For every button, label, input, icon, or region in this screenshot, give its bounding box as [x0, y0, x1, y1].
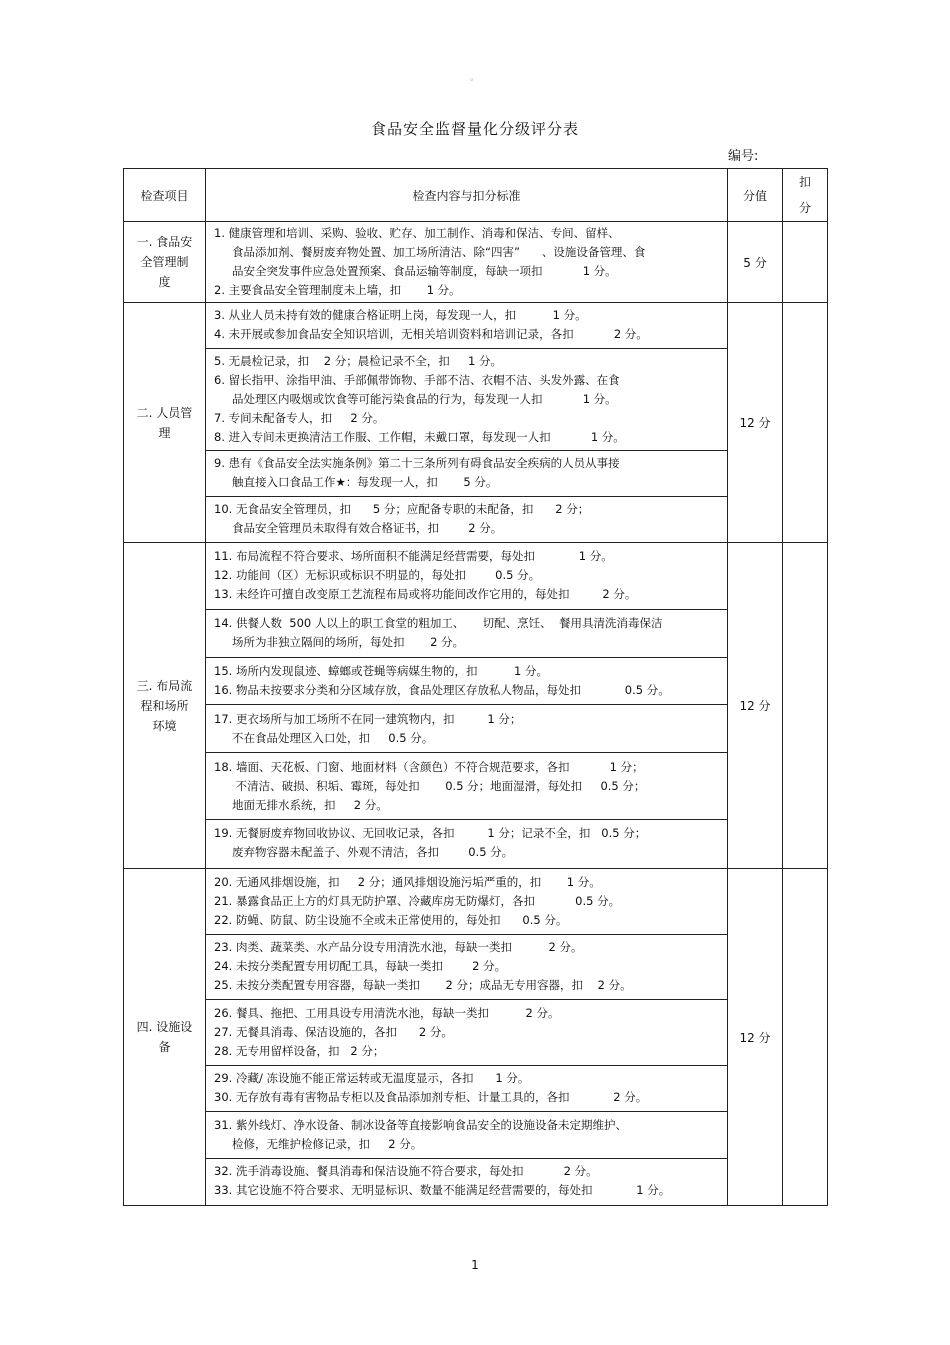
criteria-line: 品安全突发事件应急处置预案、食品运输等制度，每缺一项扣 1 分。: [232, 264, 617, 278]
criteria-group: [206, 609, 727, 657]
criteria-line: 32. 洗手消毒设施、餐具消毒和保洁设施不符合要求，每处扣 2 分。: [214, 1164, 598, 1179]
criteria-line: 品处理区内吸烟或饮食等可能污染食品的行为，每发现一人扣 1 分。: [232, 391, 617, 406]
criteria-line: 9. 患有《食品安全法实施条例》第二十三条所列有碍食品安全疾病的人员从事接: [214, 456, 620, 471]
criteria-line: 17. 更衣场所与加工场所不在同一建筑物内，扣 1 分；: [214, 711, 522, 726]
criteria-line: 12. 功能间（区）无标识或标识不明显的，每处扣 0.5 分。: [214, 568, 541, 583]
criteria-line: 18. 墙面、天花板、门窗、地面材料（含颜色）不符合规范要求，各扣 1 分；: [214, 759, 644, 774]
criteria-group: [206, 819, 727, 867]
section-criteria: [206, 303, 728, 543]
criteria-group: [206, 999, 727, 1065]
section-name-line: 理: [158, 425, 171, 440]
criteria-group: [206, 496, 727, 542]
criteria-line: 食品安全管理员未取得有效合格证书，扣 2 分。: [232, 520, 503, 535]
criteria-group: [206, 543, 727, 609]
criteria-line: 24. 未按分类配置专用切配工具，每缺一类扣 2 分。: [214, 959, 507, 974]
section-row: [124, 543, 828, 869]
criteria-line: 26. 餐具、拖把、工用具设专用清洗水池，每缺一类扣 2 分。: [214, 1005, 560, 1020]
section-score: 12 分: [728, 543, 783, 869]
section-name: [124, 303, 206, 543]
criteria-line: 33. 其它设施不符合要求、无明显标识、数量不能满足经营需要的，每处扣 1 分。: [214, 1183, 671, 1198]
section-name-line: 二. 人员管: [136, 405, 193, 420]
criteria-line: 19. 无餐厨废弃物回收协议、无回收记录，各扣 1 分；记录不全，扣 0.5 分；: [214, 826, 647, 841]
criteria-group: [206, 222, 727, 302]
criteria-line: 6. 留长指甲、涂指甲油、手部佩带饰物、手部不洁、衣帽不洁、头发外露、在食: [214, 372, 620, 387]
section-name: [124, 869, 206, 1206]
criteria-line: 16. 物品未按要求分类和分区域存放，食品处理区存放私人物品，每处扣 0.5 分。: [214, 683, 670, 698]
criteria-line: 23. 肉类、蔬菜类、水产品分设专用清洗水池，每缺一类扣 2 分。: [214, 940, 583, 955]
serial-number-label: 编号:: [728, 149, 759, 164]
section-name-line: 四. 设施设: [136, 1020, 193, 1034]
section-score: 5 分: [728, 222, 783, 303]
section-row: [124, 222, 828, 303]
criteria-line: 2. 主要食品安全管理制度未上墙，扣 1 分。: [214, 283, 461, 297]
criteria-line: 1. 健康管理和培训、采购、验收、贮存、加工制作、消毒和保洁、专间、留样、: [214, 226, 620, 240]
criteria-line: 不清洁、破损、积垢、霉斑，每处扣 0.5 分；地面湿滑，每处扣 0.5 分；: [232, 778, 646, 793]
criteria-group: [206, 303, 727, 348]
criteria-line: 不在食品处理区入口处，扣 0.5 分。: [232, 730, 434, 745]
criteria-line: 30. 无存放有毒有害物品专柜以及食品添加剂专柜、计量工具的，各扣 2 分。: [214, 1090, 648, 1105]
criteria-line: 13. 未经许可擅自改变原工艺流程布局或将功能间改作它用的，每处扣 2 分。: [214, 587, 637, 602]
criteria-line: 21. 暴露食品正上方的灯具无防护罩、冷藏库房无防爆灯，各扣 0.5 分。: [214, 893, 621, 908]
criteria-line: 14. 供餐人数 500 人以上的职工食堂的粗加工、 切配、烹饪、 餐用具清洗消毒保洁: [214, 616, 663, 631]
section-name-line: 度: [158, 275, 171, 289]
criteria-line: 4. 未开展或参加食品安全知识培训，无相关培训资料和培训记录，各扣 2 分。: [214, 327, 648, 342]
criteria-line: 15. 场所内发现鼠迹、蟑螂或苍蝇等病媒生物的，扣 1 分。: [214, 664, 548, 679]
page-title: 食品安全监督量化分级评分表: [370, 120, 579, 138]
criteria-group: [206, 348, 727, 451]
criteria-line: 31. 紫外线灯、净水设备、制冰设备等直接影响食品安全的设施设备未定期维护、: [214, 1117, 627, 1132]
criteria-line: 废弃物容器未配盖子、外观不清洁，各扣 0.5 分。: [232, 845, 514, 860]
criteria-line: 22. 防蝇、防鼠、防尘设施不全或未正常使用的，每处扣 0.5 分。: [214, 912, 568, 927]
criteria-line: 触直接入口食品工作★：每发现一人，扣 5 分。: [232, 475, 498, 490]
section-name-line: 一. 食品安: [136, 235, 193, 249]
criteria-line: 检修，无维护检修记录，扣 2 分。: [232, 1136, 423, 1151]
header-content: 检查内容与扣分标准: [206, 169, 728, 222]
header-item: 检查项目: [124, 169, 206, 222]
section-name-line: 环境: [152, 718, 177, 733]
criteria-line: 27. 无餐具消毒、保洁设施的，各扣 2 分。: [214, 1024, 453, 1039]
criteria-line: 11. 布局流程不符合要求、场所面积不能满足经营需要，每处扣 1 分。: [214, 549, 613, 564]
section-name-line: 三. 布局流: [136, 678, 193, 693]
header-mark: 。: [470, 73, 480, 83]
criteria-line: 地面无排水系统，扣 2 分。: [232, 797, 388, 812]
section-deduction-cell[interactable]: [783, 303, 828, 543]
criteria-line: 10. 无食品安全管理员，扣 5 分；应配备专职的未配备，扣 2 分；: [214, 501, 590, 516]
section-row: [124, 303, 828, 543]
criteria-line: 20. 无通风排烟设施，扣 2 分；通风排烟设施污垢严重的，扣 1 分。: [214, 874, 601, 889]
table-header-row: [124, 169, 828, 222]
criteria-line: 29. 冷藏/ 冻设施不能正常运转或无温度显示，各扣 1 分。: [214, 1071, 530, 1086]
criteria-group: [206, 1065, 727, 1112]
header-deduction-char2: 分: [798, 201, 811, 215]
criteria-line: 场所为非独立隔间的场所，每处扣 2 分。: [232, 635, 465, 650]
section-deduction-cell[interactable]: [783, 222, 828, 303]
criteria-group: [206, 1158, 727, 1205]
criteria-line: 3. 从业人员未持有效的健康合格证明上岗，每发现一人，扣 1 分。: [214, 308, 587, 323]
section-name-line: 全管理制: [140, 255, 189, 269]
criteria-line: 8. 进入专间未更换清洁工作服、工作帽，未戴口罩，每发现一人扣 1 分。: [214, 429, 625, 444]
criteria-group: [206, 752, 727, 819]
criteria-line: 食品添加剂、餐厨废弃物处置、加工场所清洁、除“四害” 、设施设备管理、食: [232, 245, 646, 259]
section-name: [124, 222, 206, 303]
header-deduction-char1: 扣: [798, 175, 811, 189]
section-criteria: [206, 543, 728, 869]
criteria-group: [206, 657, 727, 705]
criteria-line: 25. 未按分类配置专用容器，每缺一类扣 2 分；成品无专用容器，扣 2 分。: [214, 978, 632, 993]
criteria-line: 28. 无专用留样设备，扣 2 分；: [214, 1043, 385, 1058]
criteria-group: [206, 869, 727, 934]
header-deduction: [783, 169, 828, 222]
section-name: [124, 543, 206, 869]
section-score: 12 分: [728, 303, 783, 543]
criteria-group: [206, 934, 727, 1000]
section-deduction-cell[interactable]: [783, 869, 828, 1206]
header-score: 分值: [728, 169, 783, 222]
criteria-line: 7. 专间未配备专人，扣 2 分。: [214, 410, 385, 425]
scoring-table: [123, 168, 828, 1206]
criteria-group: [206, 1111, 727, 1158]
page-number: 1: [471, 1258, 479, 1272]
section-criteria: [206, 869, 728, 1206]
criteria-line: 5. 无晨检记录，扣 2 分；晨检记录不全，扣 1 分。: [214, 353, 502, 368]
section-name-line: 备: [158, 1040, 171, 1054]
section-score: 12 分: [728, 869, 783, 1206]
criteria-group: [206, 704, 727, 752]
section-deduction-cell[interactable]: [783, 543, 828, 869]
section-row: [124, 869, 828, 1206]
section-name-line: 程和场所: [140, 698, 189, 713]
section-criteria: [206, 222, 728, 303]
criteria-group: [206, 450, 727, 496]
